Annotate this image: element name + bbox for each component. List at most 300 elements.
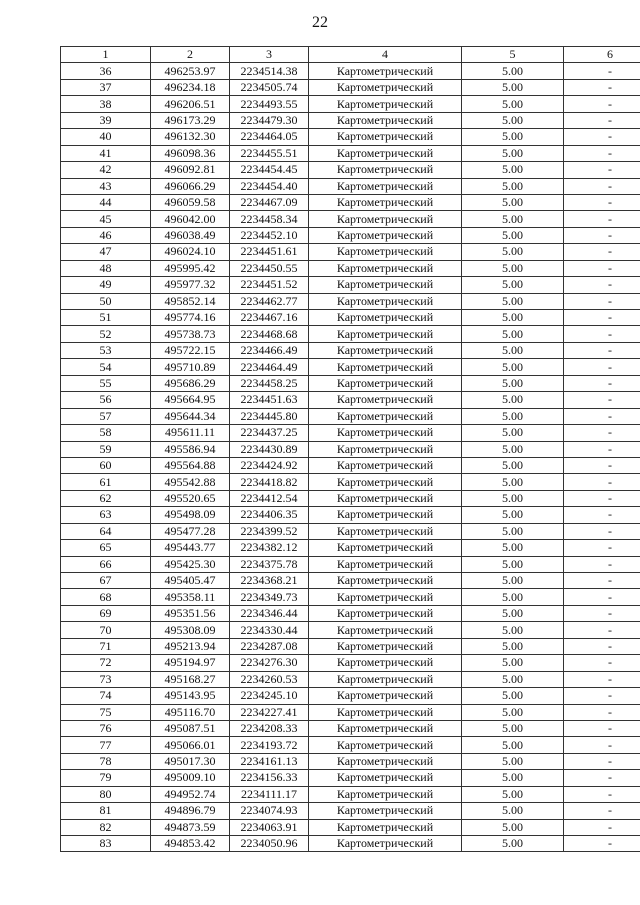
y-coordinate-cell: 2234479.30 xyxy=(230,112,309,128)
method-cell: Картометрический xyxy=(309,79,462,95)
table-row xyxy=(61,556,640,572)
method-cell: Картометрический xyxy=(309,425,462,441)
point-number-cell: 82 xyxy=(61,819,151,835)
accuracy-cell: 5.00 xyxy=(462,671,564,687)
column-header: 2 xyxy=(151,47,230,63)
method-cell: Картометрический xyxy=(309,589,462,605)
table-row xyxy=(61,112,640,128)
point-number-cell: 41 xyxy=(61,145,151,161)
table-row xyxy=(61,803,640,819)
x-coordinate-cell: 496059.58 xyxy=(151,194,230,210)
point-number-cell: 64 xyxy=(61,523,151,539)
y-coordinate-cell: 2234455.51 xyxy=(230,145,309,161)
y-coordinate-cell: 2234467.16 xyxy=(230,310,309,326)
x-coordinate-cell: 495498.09 xyxy=(151,507,230,523)
y-coordinate-cell: 2234260.53 xyxy=(230,671,309,687)
accuracy-cell: 5.00 xyxy=(462,96,564,112)
note-cell: - xyxy=(564,63,640,79)
table-row xyxy=(61,145,640,161)
note-cell: - xyxy=(564,342,640,358)
method-cell: Картометрический xyxy=(309,162,462,178)
x-coordinate-cell: 495009.10 xyxy=(151,770,230,786)
x-coordinate-cell: 495168.27 xyxy=(151,671,230,687)
accuracy-cell: 5.00 xyxy=(462,688,564,704)
accuracy-cell: 5.00 xyxy=(462,655,564,671)
table-row xyxy=(61,622,640,638)
accuracy-cell: 5.00 xyxy=(462,704,564,720)
point-number-cell: 83 xyxy=(61,836,151,852)
method-cell: Картометрический xyxy=(309,178,462,194)
coordinates-table xyxy=(60,46,640,852)
method-cell: Картометрический xyxy=(309,260,462,276)
method-cell: Картометрический xyxy=(309,803,462,819)
point-number-cell: 63 xyxy=(61,507,151,523)
point-number-cell: 81 xyxy=(61,803,151,819)
accuracy-cell: 5.00 xyxy=(462,556,564,572)
point-number-cell: 43 xyxy=(61,178,151,194)
accuracy-cell: 5.00 xyxy=(462,770,564,786)
note-cell: - xyxy=(564,326,640,342)
table-row xyxy=(61,786,640,802)
x-coordinate-cell: 495194.97 xyxy=(151,655,230,671)
accuracy-cell: 5.00 xyxy=(462,194,564,210)
method-cell: Картометрический xyxy=(309,457,462,473)
y-coordinate-cell: 2234245.10 xyxy=(230,688,309,704)
note-cell: - xyxy=(564,375,640,391)
method-cell: Картометрический xyxy=(309,145,462,161)
y-coordinate-cell: 2234430.89 xyxy=(230,441,309,457)
y-coordinate-cell: 2234375.78 xyxy=(230,556,309,572)
point-number-cell: 55 xyxy=(61,375,151,391)
note-cell: - xyxy=(564,507,640,523)
point-number-cell: 75 xyxy=(61,704,151,720)
point-number-cell: 60 xyxy=(61,457,151,473)
column-header: 6 xyxy=(564,47,640,63)
method-cell: Картометрический xyxy=(309,490,462,506)
point-number-cell: 67 xyxy=(61,573,151,589)
table-row xyxy=(61,277,640,293)
x-coordinate-cell: 496206.51 xyxy=(151,96,230,112)
point-number-cell: 52 xyxy=(61,326,151,342)
point-number-cell: 78 xyxy=(61,753,151,769)
y-coordinate-cell: 2234368.21 xyxy=(230,573,309,589)
x-coordinate-cell: 496234.18 xyxy=(151,79,230,95)
accuracy-cell: 5.00 xyxy=(462,786,564,802)
point-number-cell: 40 xyxy=(61,129,151,145)
y-coordinate-cell: 2234156.33 xyxy=(230,770,309,786)
point-number-cell: 39 xyxy=(61,112,151,128)
point-number-cell: 57 xyxy=(61,408,151,424)
y-coordinate-cell: 2234193.72 xyxy=(230,737,309,753)
note-cell: - xyxy=(564,392,640,408)
accuracy-cell: 5.00 xyxy=(462,425,564,441)
point-number-cell: 69 xyxy=(61,605,151,621)
x-coordinate-cell: 494853.42 xyxy=(151,836,230,852)
method-cell: Картометрический xyxy=(309,770,462,786)
column-header: 5 xyxy=(462,47,564,63)
method-cell: Картометрический xyxy=(309,441,462,457)
y-coordinate-cell: 2234276.30 xyxy=(230,655,309,671)
point-number-cell: 37 xyxy=(61,79,151,95)
note-cell: - xyxy=(564,474,640,490)
accuracy-cell: 5.00 xyxy=(462,753,564,769)
point-number-cell: 50 xyxy=(61,293,151,309)
x-coordinate-cell: 495425.30 xyxy=(151,556,230,572)
table-header-row xyxy=(61,47,640,63)
y-coordinate-cell: 2234382.12 xyxy=(230,540,309,556)
point-number-cell: 47 xyxy=(61,244,151,260)
y-coordinate-cell: 2234458.25 xyxy=(230,375,309,391)
x-coordinate-cell: 495722.15 xyxy=(151,342,230,358)
table-row xyxy=(61,392,640,408)
method-cell: Картометрический xyxy=(309,244,462,260)
accuracy-cell: 5.00 xyxy=(462,803,564,819)
table-row xyxy=(61,408,640,424)
point-number-cell: 76 xyxy=(61,720,151,736)
note-cell: - xyxy=(564,556,640,572)
table-row xyxy=(61,638,640,654)
point-number-cell: 45 xyxy=(61,211,151,227)
accuracy-cell: 5.00 xyxy=(462,474,564,490)
y-coordinate-cell: 2234493.55 xyxy=(230,96,309,112)
point-number-cell: 65 xyxy=(61,540,151,556)
x-coordinate-cell: 495143.95 xyxy=(151,688,230,704)
note-cell: - xyxy=(564,359,640,375)
x-coordinate-cell: 495405.47 xyxy=(151,573,230,589)
table-row xyxy=(61,162,640,178)
x-coordinate-cell: 496173.29 xyxy=(151,112,230,128)
method-cell: Картометрический xyxy=(309,310,462,326)
point-number-cell: 48 xyxy=(61,260,151,276)
method-cell: Картометрический xyxy=(309,211,462,227)
x-coordinate-cell: 495542.88 xyxy=(151,474,230,490)
method-cell: Картометрический xyxy=(309,753,462,769)
table-row xyxy=(61,523,640,539)
accuracy-cell: 5.00 xyxy=(462,622,564,638)
y-coordinate-cell: 2234454.45 xyxy=(230,162,309,178)
table-row xyxy=(61,293,640,309)
method-cell: Картометрический xyxy=(309,523,462,539)
x-coordinate-cell: 495443.77 xyxy=(151,540,230,556)
note-cell: - xyxy=(564,573,640,589)
x-coordinate-cell: 495564.88 xyxy=(151,457,230,473)
y-coordinate-cell: 2234464.49 xyxy=(230,359,309,375)
note-cell: - xyxy=(564,129,640,145)
table-row xyxy=(61,540,640,556)
x-coordinate-cell: 495738.73 xyxy=(151,326,230,342)
y-coordinate-cell: 2234406.35 xyxy=(230,507,309,523)
accuracy-cell: 5.00 xyxy=(462,573,564,589)
table-row xyxy=(61,63,640,79)
point-number-cell: 38 xyxy=(61,96,151,112)
method-cell: Картометрический xyxy=(309,836,462,852)
note-cell: - xyxy=(564,753,640,769)
x-coordinate-cell: 495977.32 xyxy=(151,277,230,293)
note-cell: - xyxy=(564,770,640,786)
x-coordinate-cell: 495995.42 xyxy=(151,260,230,276)
table-row xyxy=(61,227,640,243)
table-row xyxy=(61,194,640,210)
y-coordinate-cell: 2234349.73 xyxy=(230,589,309,605)
y-coordinate-cell: 2234050.96 xyxy=(230,836,309,852)
table-row xyxy=(61,310,640,326)
accuracy-cell: 5.00 xyxy=(462,457,564,473)
table-row xyxy=(61,819,640,835)
note-cell: - xyxy=(564,589,640,605)
point-number-cell: 58 xyxy=(61,425,151,441)
table-row xyxy=(61,425,640,441)
accuracy-cell: 5.00 xyxy=(462,227,564,243)
y-coordinate-cell: 2234466.49 xyxy=(230,342,309,358)
point-number-cell: 44 xyxy=(61,194,151,210)
table-row xyxy=(61,490,640,506)
x-coordinate-cell: 496038.49 xyxy=(151,227,230,243)
y-coordinate-cell: 2234454.40 xyxy=(230,178,309,194)
method-cell: Картометрический xyxy=(309,507,462,523)
point-number-cell: 62 xyxy=(61,490,151,506)
point-number-cell: 46 xyxy=(61,227,151,243)
note-cell: - xyxy=(564,655,640,671)
note-cell: - xyxy=(564,194,640,210)
accuracy-cell: 5.00 xyxy=(462,79,564,95)
method-cell: Картометрический xyxy=(309,194,462,210)
table-row xyxy=(61,211,640,227)
y-coordinate-cell: 2234208.33 xyxy=(230,720,309,736)
method-cell: Картометрический xyxy=(309,326,462,342)
accuracy-cell: 5.00 xyxy=(462,145,564,161)
accuracy-cell: 5.00 xyxy=(462,523,564,539)
point-number-cell: 77 xyxy=(61,737,151,753)
y-coordinate-cell: 2234111.17 xyxy=(230,786,309,802)
accuracy-cell: 5.00 xyxy=(462,819,564,835)
method-cell: Картометрический xyxy=(309,277,462,293)
x-coordinate-cell: 496092.81 xyxy=(151,162,230,178)
accuracy-cell: 5.00 xyxy=(462,326,564,342)
x-coordinate-cell: 494952.74 xyxy=(151,786,230,802)
table-row xyxy=(61,753,640,769)
method-cell: Картометрический xyxy=(309,408,462,424)
y-coordinate-cell: 2234063.91 xyxy=(230,819,309,835)
x-coordinate-cell: 494873.59 xyxy=(151,819,230,835)
x-coordinate-cell: 495308.09 xyxy=(151,622,230,638)
point-number-cell: 71 xyxy=(61,638,151,654)
method-cell: Картометрический xyxy=(309,474,462,490)
note-cell: - xyxy=(564,227,640,243)
method-cell: Картометрический xyxy=(309,129,462,145)
x-coordinate-cell: 495644.34 xyxy=(151,408,230,424)
method-cell: Картометрический xyxy=(309,112,462,128)
x-coordinate-cell: 495351.56 xyxy=(151,605,230,621)
point-number-cell: 73 xyxy=(61,671,151,687)
y-coordinate-cell: 2234287.08 xyxy=(230,638,309,654)
accuracy-cell: 5.00 xyxy=(462,260,564,276)
y-coordinate-cell: 2234468.68 xyxy=(230,326,309,342)
accuracy-cell: 5.00 xyxy=(462,375,564,391)
x-coordinate-cell: 495586.94 xyxy=(151,441,230,457)
note-cell: - xyxy=(564,457,640,473)
accuracy-cell: 5.00 xyxy=(462,211,564,227)
x-coordinate-cell: 495710.89 xyxy=(151,359,230,375)
method-cell: Картометрический xyxy=(309,704,462,720)
y-coordinate-cell: 2234514.38 xyxy=(230,63,309,79)
y-coordinate-cell: 2234418.82 xyxy=(230,474,309,490)
x-coordinate-cell: 495116.70 xyxy=(151,704,230,720)
note-cell: - xyxy=(564,408,640,424)
table-row xyxy=(61,79,640,95)
column-header: 4 xyxy=(309,47,462,63)
point-number-cell: 70 xyxy=(61,622,151,638)
method-cell: Картометрический xyxy=(309,605,462,621)
method-cell: Картометрический xyxy=(309,786,462,802)
accuracy-cell: 5.00 xyxy=(462,441,564,457)
x-coordinate-cell: 495213.94 xyxy=(151,638,230,654)
table-row xyxy=(61,342,640,358)
x-coordinate-cell: 495686.29 xyxy=(151,375,230,391)
table-row xyxy=(61,720,640,736)
x-coordinate-cell: 496024.10 xyxy=(151,244,230,260)
point-number-cell: 49 xyxy=(61,277,151,293)
column-header: 3 xyxy=(230,47,309,63)
table-row xyxy=(61,655,640,671)
accuracy-cell: 5.00 xyxy=(462,293,564,309)
method-cell: Картометрический xyxy=(309,638,462,654)
method-cell: Картометрический xyxy=(309,359,462,375)
point-number-cell: 66 xyxy=(61,556,151,572)
note-cell: - xyxy=(564,836,640,852)
method-cell: Картометрический xyxy=(309,688,462,704)
y-coordinate-cell: 2234451.63 xyxy=(230,392,309,408)
note-cell: - xyxy=(564,145,640,161)
method-cell: Картометрический xyxy=(309,819,462,835)
accuracy-cell: 5.00 xyxy=(462,162,564,178)
note-cell: - xyxy=(564,293,640,309)
method-cell: Картометрический xyxy=(309,622,462,638)
point-number-cell: 51 xyxy=(61,310,151,326)
page-number: 22 xyxy=(312,14,328,31)
x-coordinate-cell: 494896.79 xyxy=(151,803,230,819)
note-cell: - xyxy=(564,704,640,720)
accuracy-cell: 5.00 xyxy=(462,63,564,79)
note-cell: - xyxy=(564,622,640,638)
table-row xyxy=(61,96,640,112)
accuracy-cell: 5.00 xyxy=(462,490,564,506)
accuracy-cell: 5.00 xyxy=(462,178,564,194)
note-cell: - xyxy=(564,244,640,260)
y-coordinate-cell: 2234505.74 xyxy=(230,79,309,95)
accuracy-cell: 5.00 xyxy=(462,392,564,408)
note-cell: - xyxy=(564,490,640,506)
y-coordinate-cell: 2234452.10 xyxy=(230,227,309,243)
accuracy-cell: 5.00 xyxy=(462,129,564,145)
method-cell: Картометрический xyxy=(309,737,462,753)
note-cell: - xyxy=(564,737,640,753)
table-row xyxy=(61,457,640,473)
x-coordinate-cell: 495066.01 xyxy=(151,737,230,753)
table-row xyxy=(61,737,640,753)
note-cell: - xyxy=(564,688,640,704)
x-coordinate-cell: 496132.30 xyxy=(151,129,230,145)
table-row xyxy=(61,688,640,704)
note-cell: - xyxy=(564,523,640,539)
accuracy-cell: 5.00 xyxy=(462,638,564,654)
table-row xyxy=(61,326,640,342)
note-cell: - xyxy=(564,819,640,835)
accuracy-cell: 5.00 xyxy=(462,359,564,375)
method-cell: Картометрический xyxy=(309,573,462,589)
y-coordinate-cell: 2234464.05 xyxy=(230,129,309,145)
note-cell: - xyxy=(564,277,640,293)
note-cell: - xyxy=(564,803,640,819)
note-cell: - xyxy=(564,162,640,178)
y-coordinate-cell: 2234424.92 xyxy=(230,457,309,473)
note-cell: - xyxy=(564,310,640,326)
y-coordinate-cell: 2234451.61 xyxy=(230,244,309,260)
method-cell: Картометрический xyxy=(309,540,462,556)
point-number-cell: 36 xyxy=(61,63,151,79)
note-cell: - xyxy=(564,260,640,276)
method-cell: Картометрический xyxy=(309,392,462,408)
method-cell: Картометрический xyxy=(309,720,462,736)
table-row xyxy=(61,244,640,260)
y-coordinate-cell: 2234074.93 xyxy=(230,803,309,819)
y-coordinate-cell: 2234346.44 xyxy=(230,605,309,621)
y-coordinate-cell: 2234437.25 xyxy=(230,425,309,441)
method-cell: Картометрический xyxy=(309,227,462,243)
x-coordinate-cell: 495017.30 xyxy=(151,753,230,769)
table-row xyxy=(61,260,640,276)
point-number-cell: 53 xyxy=(61,342,151,358)
table-row xyxy=(61,129,640,145)
accuracy-cell: 5.00 xyxy=(462,244,564,260)
note-cell: - xyxy=(564,211,640,227)
accuracy-cell: 5.00 xyxy=(462,836,564,852)
x-coordinate-cell: 495774.16 xyxy=(151,310,230,326)
table-row xyxy=(61,589,640,605)
note-cell: - xyxy=(564,671,640,687)
point-number-cell: 42 xyxy=(61,162,151,178)
y-coordinate-cell: 2234412.54 xyxy=(230,490,309,506)
y-coordinate-cell: 2234161.13 xyxy=(230,753,309,769)
table-row xyxy=(61,770,640,786)
method-cell: Картометрический xyxy=(309,63,462,79)
table-row xyxy=(61,605,640,621)
point-number-cell: 72 xyxy=(61,655,151,671)
note-cell: - xyxy=(564,720,640,736)
method-cell: Картометрический xyxy=(309,375,462,391)
note-cell: - xyxy=(564,425,640,441)
x-coordinate-cell: 496253.97 xyxy=(151,63,230,79)
point-number-cell: 56 xyxy=(61,392,151,408)
method-cell: Картометрический xyxy=(309,342,462,358)
table-row xyxy=(61,671,640,687)
note-cell: - xyxy=(564,605,640,621)
note-cell: - xyxy=(564,178,640,194)
accuracy-cell: 5.00 xyxy=(462,540,564,556)
table-row xyxy=(61,441,640,457)
point-number-cell: 74 xyxy=(61,688,151,704)
method-cell: Картометрический xyxy=(309,293,462,309)
point-number-cell: 61 xyxy=(61,474,151,490)
table-row xyxy=(61,507,640,523)
note-cell: - xyxy=(564,79,640,95)
y-coordinate-cell: 2234462.77 xyxy=(230,293,309,309)
x-coordinate-cell: 496066.29 xyxy=(151,178,230,194)
point-number-cell: 80 xyxy=(61,786,151,802)
accuracy-cell: 5.00 xyxy=(462,310,564,326)
point-number-cell: 54 xyxy=(61,359,151,375)
point-number-cell: 68 xyxy=(61,589,151,605)
table-row xyxy=(61,573,640,589)
